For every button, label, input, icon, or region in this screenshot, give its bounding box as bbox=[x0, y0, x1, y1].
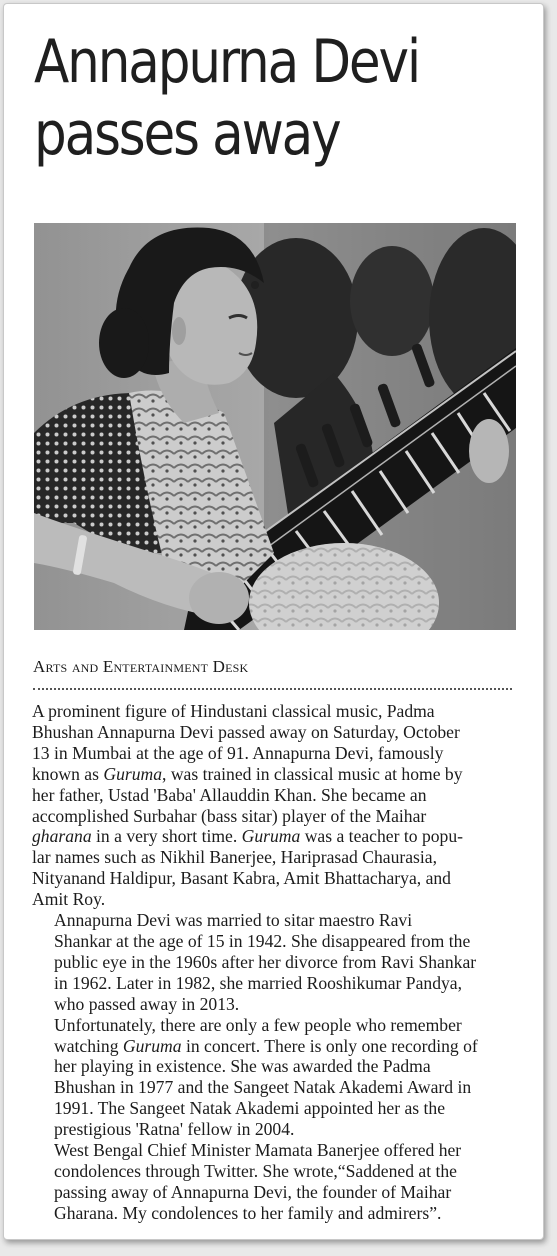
newspaper-clipping bbox=[3, 3, 544, 1240]
text-line: gharana in a very short time. Guruma was a teacher to popu- bbox=[32, 826, 463, 847]
text-line: West Bengal Chief Minister Mamata Banerjee offered her bbox=[54, 1140, 462, 1161]
dotted-divider bbox=[33, 688, 512, 690]
text-line: passing away of Annapurna Devi, the founder of Maihar bbox=[54, 1181, 452, 1202]
desk-byline: Arts and Entertainment Desk bbox=[33, 657, 249, 676]
text-line: 13 in Mumbai at the age of 91. Annapurna Devi, famously bbox=[32, 742, 444, 763]
text-line: her playing in existence. She was awarded the Padma bbox=[54, 1056, 431, 1077]
text-line: prestigious 'Ratna' fellow in 2004. bbox=[54, 1119, 295, 1140]
text-line: watching Guruma in concert. There is only one recording of bbox=[54, 1035, 478, 1056]
text-line: A prominent figure of Hindustani classical music, Padma bbox=[32, 701, 435, 721]
text-line: Annapurna Devi was married to sitar maestro Ravi bbox=[54, 910, 413, 931]
photo-illustration bbox=[34, 223, 516, 630]
text-line: Gharana. My condolences to her family and admirers”. bbox=[54, 1202, 442, 1223]
headline bbox=[34, 26, 464, 170]
text-line: Unfortunately, there are only a few people who remember bbox=[54, 1014, 462, 1035]
article-body bbox=[32, 701, 524, 1224]
text-line: in 1962. Later in 1982, she married Rooshikumar Pandya, bbox=[54, 972, 462, 993]
paragraph-3 bbox=[32, 1015, 524, 1140]
text-line: public eye in the 1960s after her divorce from Ravi Shankar bbox=[54, 951, 477, 972]
paragraph-1 bbox=[32, 701, 524, 910]
text-line: Shankar at the age of 15 in 1942. She disappeared from the bbox=[54, 930, 471, 951]
headline-line-1: Annapurna Devi bbox=[34, 27, 420, 97]
text-line: lar names such as Nikhil Banerjee, Hariprasad Chaurasia, bbox=[32, 847, 437, 868]
text-line: Bhushan Annapurna Devi passed away on Saturday, October bbox=[32, 721, 460, 742]
text-line: Bhushan in 1977 and the Sangeet Natak Akademi Award in bbox=[54, 1077, 472, 1098]
paragraph-2 bbox=[32, 910, 524, 1015]
text-line: Nityanand Haldipur, Basant Kabra, Amit Bhattacharya, and bbox=[32, 868, 451, 889]
paragraph-4 bbox=[32, 1140, 524, 1224]
text-line: Amit Roy. bbox=[32, 889, 106, 910]
article-photo bbox=[34, 223, 516, 630]
headline-line-2: passes away bbox=[34, 99, 340, 169]
italic-term: Guruma bbox=[241, 826, 301, 847]
italic-term: Guruma bbox=[122, 1035, 182, 1056]
italic-term: Guruma bbox=[103, 763, 163, 784]
italic-term: gharana bbox=[32, 826, 92, 847]
text-line: accomplished Surbahar (bass sitar) player of the Maihar bbox=[32, 805, 427, 826]
text-line: 1991. The Sangeet Natak Akademi appointed her as the bbox=[54, 1098, 446, 1119]
text-line: condolences through Twitter. She wrote,“Saddened at the bbox=[54, 1160, 457, 1181]
text-line: known as Guruma, was trained in classical music at home by bbox=[32, 763, 463, 784]
text-line: her father, Ustad 'Baba' Allauddin Khan. She became an bbox=[32, 784, 427, 805]
text-line: who passed away in 2013. bbox=[54, 993, 240, 1014]
